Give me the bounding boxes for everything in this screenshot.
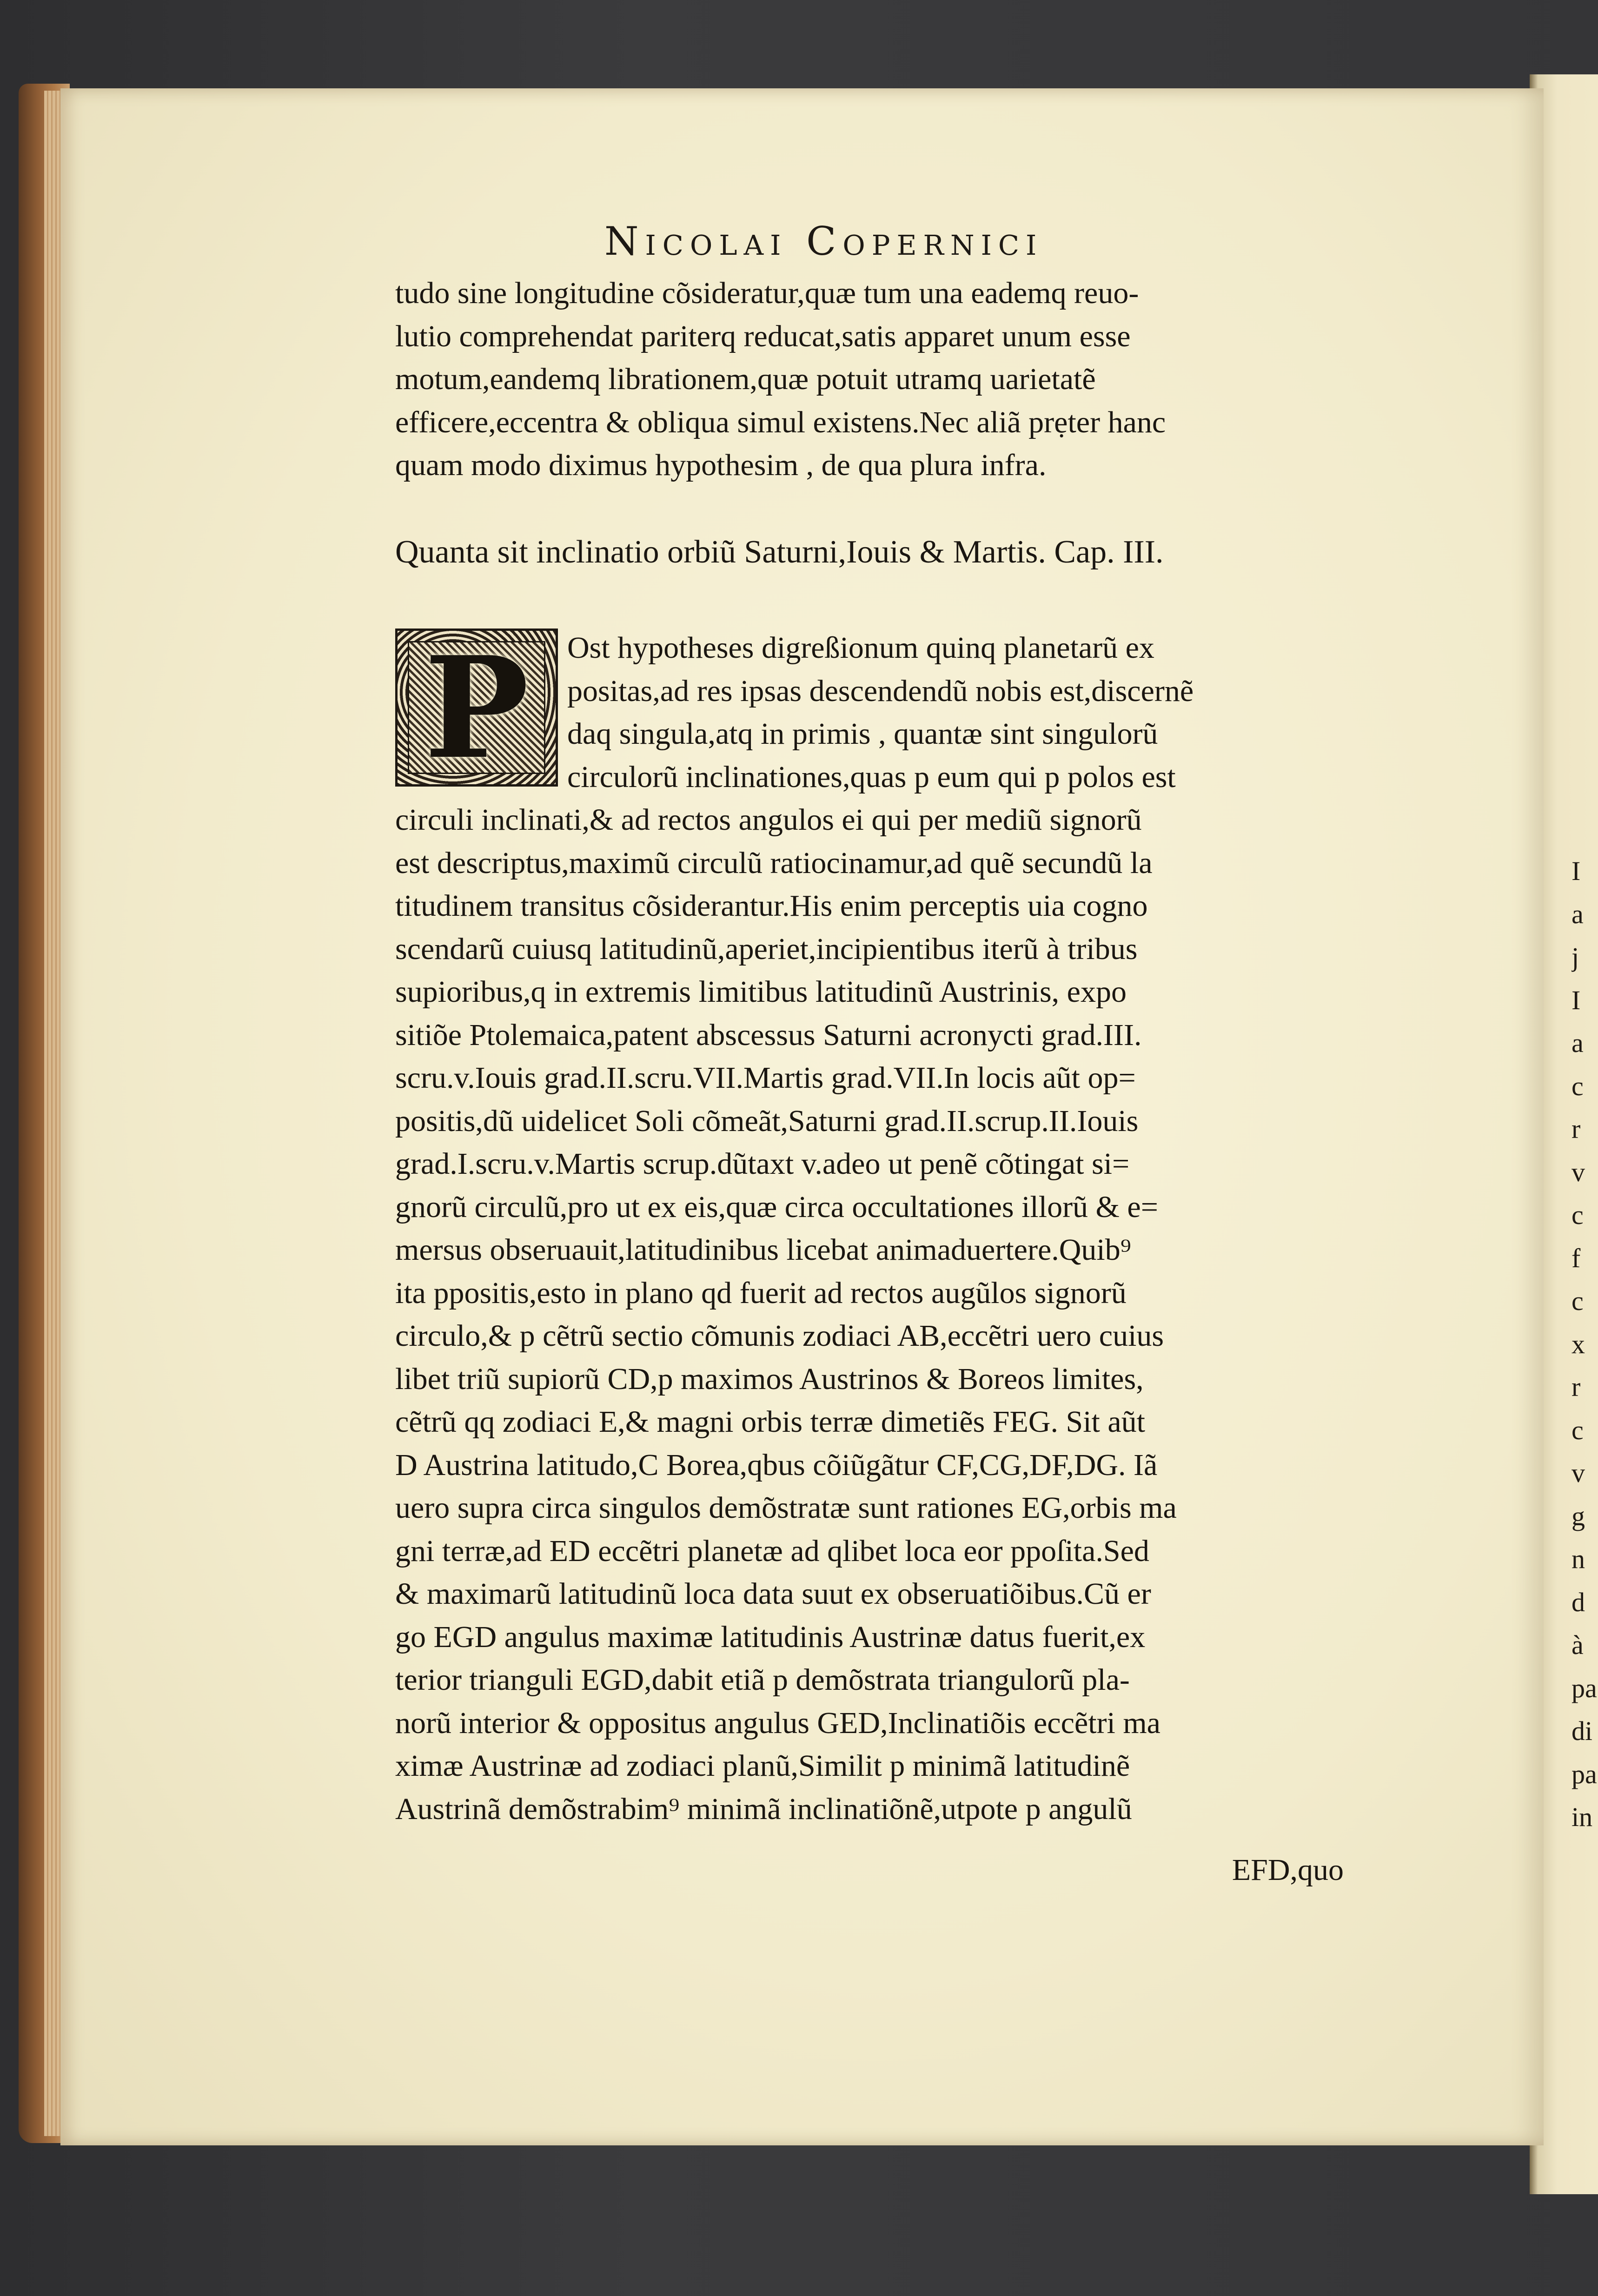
facing-page-letter: d (1571, 1587, 1585, 1617)
facing-page-letter: I (1571, 856, 1581, 886)
text-line: ita ppositis,esto in plano qd fuerit ad rectos augũlos signorũ (395, 1276, 1127, 1310)
text-line: D Austrina latitudo,C Borea,qbus cõiũgãtur CF,CG,DF,DG. Iã (395, 1448, 1158, 1482)
facing-page-letter: j (1571, 942, 1579, 972)
body-paragraph (395, 627, 1344, 1831)
text-line: gni terræ,ad ED eccẽtri planetæ ad qlibet loca eor ppoſita.Sed (395, 1534, 1149, 1568)
chapter-heading: Quanta sit inclinatio orbiũ Saturni,Iouis & Martis. Cap. III. (395, 534, 1164, 570)
text-line: motum,eandemq librationem,quæ potuit utramq uarietatẽ (395, 362, 1096, 396)
text-line: cẽtrũ qq zodiaci E,& magni orbis terræ dimetiẽs FEG. Sit aũt (395, 1405, 1146, 1439)
text-line: uero supra circa singulos demõstratæ sunt rationes EG,orbis ma (395, 1491, 1177, 1525)
text-line: go EGD angulus maximæ latitudinis Austrinæ datus fuerit,ex (395, 1620, 1146, 1654)
text-line: positas,ad res ipsas descendendũ nobis est,discernẽ (567, 674, 1194, 708)
text-line: mersus obseruauit,latitudinibus licebat animaduertere.Quib⁹ (395, 1233, 1131, 1267)
facing-page-letter: v (1571, 1458, 1585, 1488)
text-line: scru.v.Iouis grad.II.scru.VII.Martis grad.VII.In locis aũt op= (395, 1061, 1136, 1095)
text-line: ximæ Austrinæ ad zodiaci planũ,Similit p minimã latitudinẽ (395, 1749, 1130, 1783)
facing-page-letter: c (1571, 1415, 1584, 1445)
text-line: efficere,eccentra & obliqua simul existens.Nec aliã prẹter hanc (395, 405, 1166, 439)
text-line: lutio comprehendat pariterq reducat,satis apparet unum esse (395, 319, 1131, 353)
text-line: daq singula,atq in primis , quantæ sint singulorũ (567, 717, 1158, 751)
text-line: & maximarũ latitudinũ loca data suut ex obseruatiõibus.Cũ er (395, 1577, 1151, 1611)
text-line: tudo sine longitudine cõsideratur,quæ tum una eademq reuo- (395, 276, 1139, 310)
facing-page-letter: f (1571, 1243, 1581, 1273)
facing-page-letter: di (1571, 1716, 1593, 1746)
facing-page-letter: pa (1571, 1673, 1597, 1703)
facing-page-letter: in (1571, 1802, 1593, 1832)
facing-page-letter: c (1571, 1071, 1584, 1101)
facing-page-letter: pa (1571, 1759, 1597, 1789)
text-line: grad.I.scru.v.Martis scrup.dũtaxt v.adeo ut penẽ cõtingat si= (395, 1147, 1130, 1181)
initial-letter: P (424, 625, 529, 790)
facing-page-letter: g (1571, 1501, 1585, 1531)
facing-page-letter: a (1571, 899, 1584, 929)
text-line: est descriptus,maximũ circulũ ratiocinamur,ad quẽ secundũ la (395, 846, 1153, 880)
facing-page-letter: I (1571, 985, 1581, 1015)
text-line: libet triũ supiorũ CD,p maximos Austrinos & Boreos limites, (395, 1362, 1144, 1396)
text-line: circulo,& p cẽtrũ sectio cõmunis zodiaci AB,eccẽtri uero cuius (395, 1319, 1164, 1353)
text-line: scendarũ cuiusq latitudinũ,aperiet,incipientibus iterũ à tribus (395, 932, 1138, 966)
text-line: sitiõe Ptolemaica,patent abscessus Saturni acronycti grad.III. (395, 1018, 1142, 1052)
facing-page-letter: c (1571, 1286, 1584, 1316)
facing-page-letter: à (1571, 1630, 1584, 1660)
text-line: circuli inclinati,& ad rectos angulos ei qui per mediũ signorũ (395, 803, 1142, 837)
text-line: Ost hypotheses digreßionum quinq planetarũ ex (567, 631, 1154, 665)
text-line: circulorũ inclinationes,quas p eum qui p polos est (567, 760, 1176, 794)
facing-page-letter: c (1571, 1200, 1584, 1230)
text-line: positis,dũ uidelicet Soli cõmeãt,Saturni grad.II.scrup.II.Iouis (395, 1104, 1139, 1138)
running-header: Nicolai Copernici (604, 218, 1043, 264)
text-line: Austrinã demõstrabim⁹ minimã inclinatiõnẽ,utpote p angulũ (395, 1792, 1132, 1826)
text-line: gnorũ circulũ,pro ut ex eis,quæ circa occultationes illorũ & e= (395, 1190, 1158, 1224)
text-line: norũ interior & oppositus angulus GED,Inclinatiõis eccẽtri ma (395, 1706, 1160, 1740)
catchword: EFD,quo (1232, 1853, 1344, 1887)
facing-page-letter: a (1571, 1028, 1584, 1058)
facing-page-letter: r (1571, 1114, 1581, 1144)
text-line: quam modo diximus hypothesim , de qua plura infra. (395, 448, 1047, 482)
facing-page-letter: r (1571, 1372, 1581, 1402)
facing-page-letter: v (1571, 1157, 1585, 1187)
text-line: titudinem transitus cõsiderantur.His enim perceptis uia cogno (395, 889, 1148, 923)
facing-page-letter: x (1571, 1329, 1585, 1359)
text-line: terior trianguli EGD,dabit etiã p demõstrata triangulorũ pla- (395, 1663, 1130, 1697)
text-line: supioribus,q in extremis limitibus latitudinũ Austrinis, expo (395, 975, 1127, 1009)
intro-paragraph (395, 272, 1344, 487)
facing-page-letter: n (1571, 1544, 1585, 1574)
